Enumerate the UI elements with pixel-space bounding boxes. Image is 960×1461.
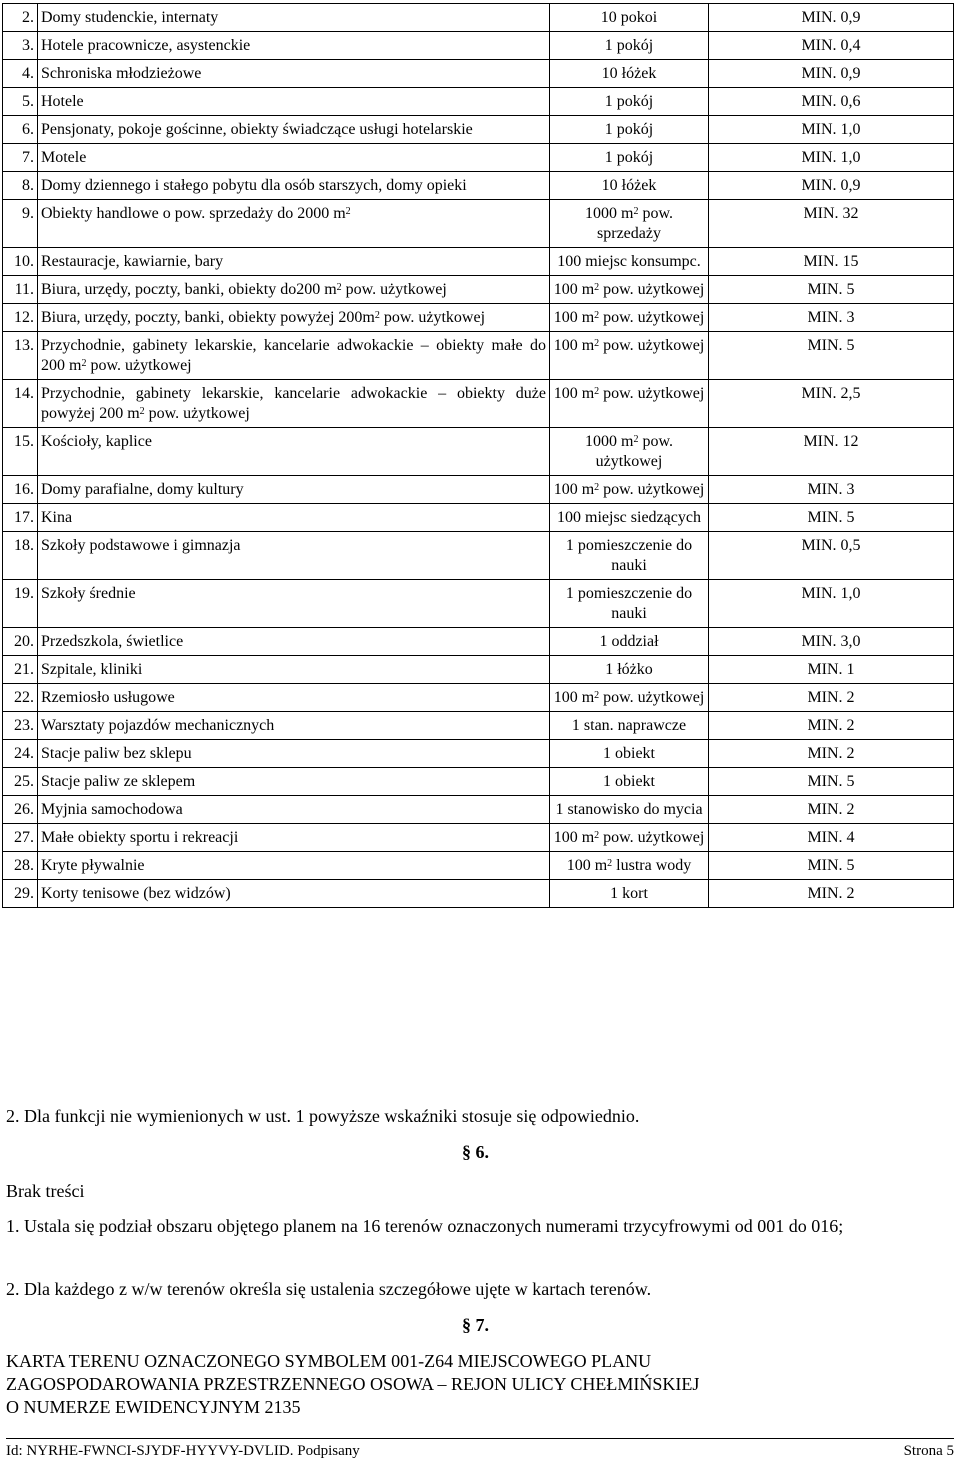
paragraph-2: 2. Dla funkcji nie wymienionych w ust. 1 powyższe wskaźniki stosuje się odpowiednio. [6,1106,640,1126]
table-row [3,880,954,908]
table-row [3,304,954,332]
table-row [3,276,954,304]
row-unit: 100 miejsc siedzących [550,504,709,532]
row-description: Kina [38,504,550,532]
row-description: Stacje paliw bez sklepu [38,740,550,768]
row-unit: 1 obiekt [550,768,709,796]
row-value: MIN. 0,6 [709,88,954,116]
row-unit: 100 $m^2$ lustra wody [550,852,709,880]
row-description: Kryte pływalnie [38,852,550,880]
table-row [3,428,954,476]
table-row [3,32,954,60]
row-number: 26. [3,796,38,824]
section-6-heading: § 6. [462,1142,489,1162]
row-unit: 1 obiekt [550,740,709,768]
page-footer [6,1438,954,1459]
row-number: 28. [3,852,38,880]
row-value: MIN. 0,9 [709,172,954,200]
row-description: Szkoły podstawowe i gimnazja [38,532,550,580]
row-value: MIN. 3 [709,476,954,504]
row-number: 10. [3,248,38,276]
section-7-heading: § 7. [462,1315,489,1335]
row-unit: 1 pokój [550,144,709,172]
row-description: Hotele pracownicze, asystenckie [38,32,550,60]
table-row [3,200,954,248]
row-number: 14. [3,380,38,428]
row-number: 25. [3,768,38,796]
row-value: MIN. 2 [709,740,954,768]
row-unit: 1000 $m^2$ pow. sprzedaży [550,200,709,248]
row-description: Rzemiosło usługowe [38,684,550,712]
row-number: 8. [3,172,38,200]
row-number: 11. [3,276,38,304]
row-value: MIN. 5 [709,332,954,380]
row-unit: 100 $m^2$ pow. użytkowej [550,380,709,428]
row-description: Szkoły średnie [38,580,550,628]
document-id: Id: NYRHE-FWNCI-SJYDF-HYYVY-DVLID. Podpisany [6,1443,360,1459]
row-description: Przychodnie, gabinety lekarskie, kancelarie adwokackie – obiekty duże powyżej 200 $m^2$ pow. użytkowej [38,380,550,428]
row-number: 9. [3,200,38,248]
table-row [3,532,954,580]
row-value: MIN. 15 [709,248,954,276]
row-value: MIN. 2 [709,796,954,824]
table-row [3,740,954,768]
row-unit: 100 miejsc konsumpc. [550,248,709,276]
row-description: Warsztaty pojazdów mechanicznych [38,712,550,740]
table-row [3,88,954,116]
row-value: MIN. 2 [709,880,954,908]
table-row [3,144,954,172]
row-value: MIN. 2,5 [709,380,954,428]
row-unit: 100 $m^2$ pow. użytkowej [550,276,709,304]
row-unit: 100 $m^2$ pow. użytkowej [550,332,709,380]
page-number: Strona 5 [903,1443,954,1459]
table-row [3,476,954,504]
row-value: MIN. 2 [709,684,954,712]
row-value: MIN. 3,0 [709,628,954,656]
row-number: 27. [3,824,38,852]
row-value: MIN. 1,0 [709,580,954,628]
row-description: Biura, urzędy, poczty, banki, obiekty do200 $m^2$ pow. użytkowej [38,276,550,304]
row-description: Schroniska młodzieżowe [38,60,550,88]
row-description: Restauracje, kawiarnie, bary [38,248,550,276]
row-value: MIN. 1 [709,656,954,684]
table-body [3,4,954,908]
row-unit: 100 $m^2$ pow. użytkowej [550,304,709,332]
parking-standards-table [2,3,954,908]
table-row [3,852,954,880]
row-description: Małe obiekty sportu i rekreacji [38,824,550,852]
table-row [3,332,954,380]
table-row [3,768,954,796]
table-row [3,824,954,852]
row-value: MIN. 3 [709,304,954,332]
brak-tresci: Brak treści [6,1181,85,1201]
row-value: MIN. 0,9 [709,4,954,32]
row-unit: 100 $m^2$ pow. użytkowej [550,684,709,712]
row-number: 17. [3,504,38,532]
table-row [3,172,954,200]
row-unit: 1 pokój [550,88,709,116]
row-unit: 10 pokoi [550,4,709,32]
row-value: MIN. 0,9 [709,60,954,88]
row-number: 12. [3,304,38,332]
karta-line: O NUMERZE EWIDENCYJNYM 2135 [6,1397,301,1417]
table-row [3,380,954,428]
table-row [3,796,954,824]
row-description: Motele [38,144,550,172]
row-number: 7. [3,144,38,172]
row-description: Hotele [38,88,550,116]
row-unit: 1 pokój [550,32,709,60]
row-value: MIN. 0,5 [709,532,954,580]
row-description: Obiekty handlowe o pow. sprzedaży do 2000 $m^2$ [38,200,550,248]
row-number: 5. [3,88,38,116]
row-unit: 1 łóżko [550,656,709,684]
row-description: Przedszkola, świetlice [38,628,550,656]
row-number: 20. [3,628,38,656]
row-unit: 1000 $m^2$ pow. użytkowej [550,428,709,476]
row-value: MIN. 5 [709,276,954,304]
row-number: 22. [3,684,38,712]
row-value: MIN. 5 [709,768,954,796]
row-number: 21. [3,656,38,684]
table-row [3,60,954,88]
row-number: 18. [3,532,38,580]
row-unit: 10 łóżek [550,60,709,88]
row-number: 24. [3,740,38,768]
table-row [3,712,954,740]
table-row [3,248,954,276]
row-description: Domy studenckie, internaty [38,4,550,32]
row-unit: 1 kort [550,880,709,908]
row-value: MIN. 5 [709,504,954,532]
row-description: Biura, urzędy, poczty, banki, obiekty powyżej $200m^2$ pow. użytkowej [38,304,550,332]
row-unit: 1 oddział [550,628,709,656]
karta-terenu-title [6,1350,699,1419]
row-value: MIN. 2 [709,712,954,740]
row-description: Szpitale, kliniki [38,656,550,684]
row-unit: 10 łóżek [550,172,709,200]
paragraph-6-1: 1. Ustala się podział obszaru objętego planem na 16 terenów oznaczonych numerami trzycyfrowymi od 001 do 016; [6,1216,844,1236]
row-unit: 1 pomieszczenie do nauki [550,580,709,628]
row-number: 4. [3,60,38,88]
row-value: MIN. 0,4 [709,32,954,60]
row-value: MIN. 4 [709,824,954,852]
row-value: MIN. 12 [709,428,954,476]
row-description: Myjnia samochodowa [38,796,550,824]
row-number: 19. [3,580,38,628]
row-unit: 1 pokój [550,116,709,144]
row-description: Domy dziennego i stałego pobytu dla osób starszych, domy opieki [38,172,550,200]
row-number: 6. [3,116,38,144]
table-row [3,580,954,628]
table-row [3,116,954,144]
row-number: 29. [3,880,38,908]
row-unit: 100 $m^2$ pow. użytkowej [550,476,709,504]
row-description: Pensjonaty, pokoje gościnne, obiekty świadczące usługi hotelarskie [38,116,550,144]
table-row [3,684,954,712]
table-row [3,4,954,32]
row-number: 13. [3,332,38,380]
table-row [3,628,954,656]
row-unit: 1 pomieszczenie do nauki [550,532,709,580]
row-unit: 1 stan. naprawcze [550,712,709,740]
row-number: 2. [3,4,38,32]
row-description: Domy parafialne, domy kultury [38,476,550,504]
row-value: MIN. 5 [709,852,954,880]
row-description: Stacje paliw ze sklepem [38,768,550,796]
row-number: 23. [3,712,38,740]
row-number: 15. [3,428,38,476]
row-unit: 100 $m^2$ pow. użytkowej [550,824,709,852]
row-number: 3. [3,32,38,60]
row-value: MIN. 1,0 [709,144,954,172]
karta-line: KARTA TERENU OZNACZONEGO SYMBOLEM 001-Z64 MIEJSCOWEGO PLANU [6,1351,652,1371]
row-value: MIN. 1,0 [709,116,954,144]
paragraph-6-2: 2. Dla każdego z w/w terenów określa się ustalenia szczegółowe ujęte w kartach terenów. [6,1279,652,1299]
row-value: MIN. 32 [709,200,954,248]
karta-line: ZAGOSPODAROWANIA PRZESTRZENNEGO OSOWA – REJON ULICY CHEŁMIŃSKIEJ [6,1374,700,1394]
row-description: Kościoły, kaplice [38,428,550,476]
row-description: Korty tenisowe (bez widzów) [38,880,550,908]
table-row [3,504,954,532]
row-number: 16. [3,476,38,504]
table-row [3,656,954,684]
row-unit: 1 stanowisko do mycia [550,796,709,824]
row-description: Przychodnie, gabinety lekarskie, kancelarie adwokackie – obiekty małe do 200 $m^2$ pow. użytkowej [38,332,550,380]
